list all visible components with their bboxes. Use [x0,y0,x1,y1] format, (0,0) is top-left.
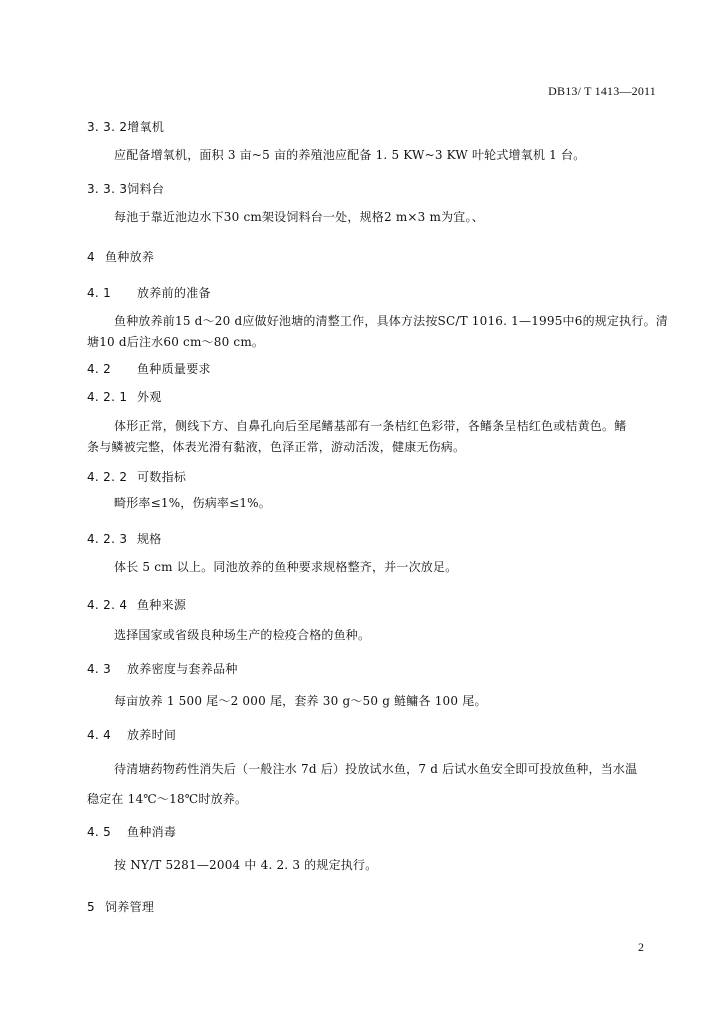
section-title: 鱼种质量要求 [137,362,211,376]
section-title: 可数指标 [137,470,187,484]
section-number: 4. 2 [87,362,112,376]
section-heading-4-2-2 [87,468,186,485]
section-number: 3. 3. 3 [87,182,128,196]
section-title: 放养时间 [127,728,177,742]
paragraph: 体长 5 cm 以上。同池放养的鱼种要求规格整齐，并一次放足。 [114,560,458,574]
section-title: 鱼种来源 [137,598,187,612]
section-number: 5 [87,900,95,914]
section-number: 4. 2. 4 [87,598,128,612]
section-title: 放养密度与套养品种 [127,662,238,676]
paragraph-line: 条与鳞被完整，体表光滑有黏液，色泽正常，游动活泼，健康无伤病。 [87,440,466,454]
document-code: DB13/ T 1413—2011 [548,84,656,98]
section-heading-4-3 [87,660,238,677]
section-number: 4. 5 [87,825,112,839]
paragraph: 畸形率≤1%，伤病率≤1%。 [114,496,271,510]
section-title: 鱼种放养 [105,250,155,264]
section-heading-4-2-1 [87,388,162,405]
section-number: 3. 3. 2 [87,120,128,134]
paragraph-line: 待清塘药物药性消失后（一般注水 7d 后）投放试水鱼，7 d 后试水鱼安全即可投放鱼种，当水温 [114,762,638,776]
section-title: 规格 [137,532,162,546]
section-heading-4-2-3 [87,530,162,547]
paragraph-line: 稳定在 14℃～18℃时放养。 [87,792,248,806]
section-title: 鱼种消毒 [127,825,177,839]
section-title: 放养前的准备 [137,286,211,300]
paragraph-line: 鱼种放养前15 d～20 d应做好池塘的清整工作，具体方法按SC/T 1016. 1—1995中6的规定执行。清 [114,314,668,328]
section-heading-4 [87,248,154,265]
section-number: 4. 2. 1 [87,390,128,404]
section-title: 饲料台 [127,182,165,196]
section-heading-4-2 [87,360,211,377]
paragraph: 按 NY/T 5281—2004 中 4. 2. 3 的规定执行。 [114,858,378,872]
page-number: 2 [638,940,644,954]
section-heading-4-1 [87,284,211,301]
paragraph: 选择国家或省级良种场生产的检疫合格的鱼种。 [114,628,371,642]
paragraph: 应配备增氧机，面积 3 亩~5 亩的养殖池应配备 1. 5 KW~3 KW 叶轮式增氧机 1 台。 [114,148,586,162]
section-heading-4-2-4 [87,596,186,613]
section-heading-4-4 [87,726,176,743]
section-number: 4 [87,250,95,264]
section-number: 4. 2. 3 [87,532,128,546]
section-title: 外观 [137,390,162,404]
section-title: 增氧机 [127,120,165,134]
section-number: 4. 2. 2 [87,470,128,484]
paragraph: 每亩放养 1 500 尾～2 000 尾，套养 30 g～50 g 鲢鳙各 100 尾。 [114,694,487,708]
section-number: 4. 3 [87,662,112,676]
section-title: 饲养管理 [105,900,155,914]
paragraph: 每池于靠近池边水下30 cm架设饲料台一处，规格2 m×3 m为宜。、 [114,210,484,224]
section-heading-3-3-3 [87,180,164,197]
section-heading-4-5 [87,823,176,840]
section-number: 4. 4 [87,728,112,742]
paragraph-line: 体形正常，侧线下方、自鼻孔向后至尾鳍基部有一条桔红色彩带，各鳍条呈桔红色或桔黄色。鳍 [114,419,627,433]
section-heading-3-3-2 [87,118,164,135]
section-number: 4. 1 [87,286,112,300]
section-heading-5 [87,898,154,915]
paragraph-line: 塘10 d后注水60 cm～80 cm。 [87,335,265,349]
